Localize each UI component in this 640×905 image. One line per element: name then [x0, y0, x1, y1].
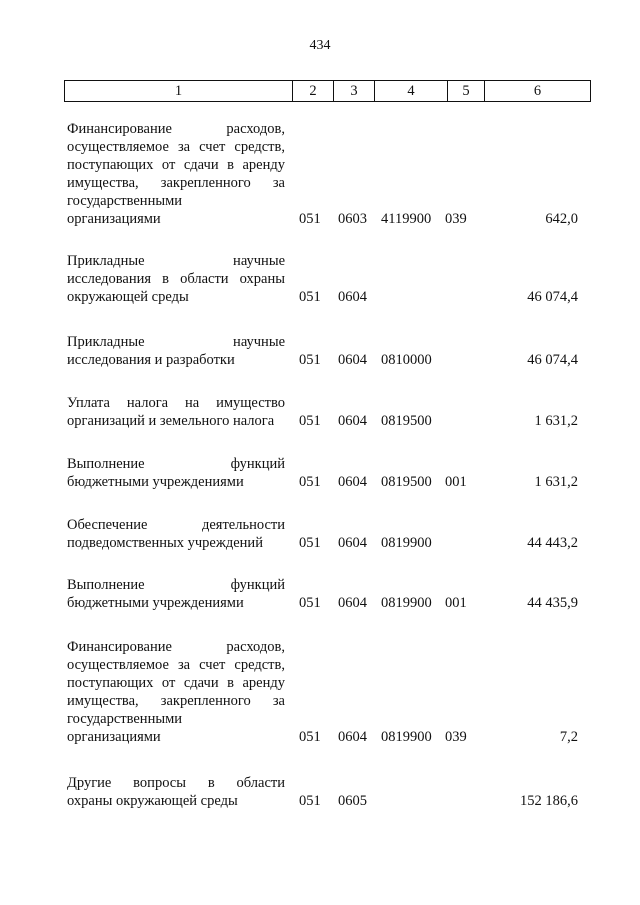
row-description: [67, 333, 285, 369]
cell-c6: 1 631,2: [534, 474, 578, 490]
cell-c6: 46 074,4: [527, 289, 578, 305]
description-line: исследования и разработки: [67, 352, 235, 368]
cell-c5: 001: [445, 595, 467, 611]
cell-c2: 051: [299, 289, 321, 305]
description-line: поступающих от сдачи в аренду: [67, 675, 285, 691]
cell-c6: 44 435,9: [527, 595, 578, 611]
row-description: [67, 638, 285, 746]
cell-c5: 039: [445, 211, 467, 227]
row-description: [67, 576, 285, 612]
cell-c3: 0604: [338, 413, 367, 429]
description-line: государственными: [67, 711, 183, 727]
cell-c4: 4119900: [381, 211, 432, 227]
description-line: имущества, закрепленного за: [67, 175, 285, 191]
cell-c2: 051: [299, 352, 321, 368]
cell-c6: 44 443,2: [527, 535, 578, 551]
cell-c3: 0604: [338, 352, 367, 368]
description-line: организаций и земельного налога: [67, 413, 275, 429]
description-line: бюджетными учреждениями: [67, 595, 244, 611]
page-number: 434: [309, 38, 331, 53]
description-line: подведомственных учреждений: [67, 535, 263, 551]
description-line: организациями: [67, 211, 161, 227]
cell-c3: 0604: [338, 289, 367, 305]
cell-c2: 051: [299, 535, 321, 551]
cell-c5: 001: [445, 474, 467, 490]
cell-c6: 46 074,4: [527, 352, 578, 368]
row-description: [67, 252, 285, 306]
cell-c6: 642,0: [545, 211, 578, 227]
cell-c2: 051: [299, 595, 321, 611]
description-line: Уплата налога на имущество: [67, 395, 285, 411]
row-description: [67, 120, 285, 228]
description-line: Прикладные научные: [67, 334, 285, 350]
cell-c5: 039: [445, 729, 467, 745]
description-line: Выполнение функций: [67, 577, 285, 593]
cell-c2: 051: [299, 413, 321, 429]
description-line: Финансирование расходов,: [67, 121, 285, 137]
cell-c3: 0605: [338, 793, 367, 809]
column-header-2: 2: [293, 81, 334, 102]
cell-c2: 051: [299, 729, 321, 745]
cell-c4: 0819900: [381, 535, 432, 551]
description-line: Финансирование расходов,: [67, 639, 285, 655]
cell-c6: 1 631,2: [534, 413, 578, 429]
cell-c2: 051: [299, 793, 321, 809]
cell-c3: 0604: [338, 535, 367, 551]
cell-c6: 152 186,6: [520, 793, 578, 809]
row-description: [67, 455, 285, 491]
cell-c4: 0819500: [381, 474, 432, 490]
description-line: имущества, закрепленного за: [67, 693, 285, 709]
cell-c3: 0604: [338, 474, 367, 490]
description-line: Прикладные научные: [67, 253, 285, 269]
cell-c2: 051: [299, 474, 321, 490]
row-description: [67, 394, 285, 430]
column-header-5: 5: [448, 81, 485, 102]
column-header-table: [64, 80, 591, 102]
description-line: охраны окружающей среды: [67, 793, 238, 809]
cell-c4: 0819900: [381, 595, 432, 611]
cell-c3: 0604: [338, 595, 367, 611]
column-header-1: 1: [65, 81, 293, 102]
column-header-4: 4: [375, 81, 448, 102]
cell-c3: 0604: [338, 729, 367, 745]
cell-c3: 0603: [338, 211, 367, 227]
description-line: осуществляемое за счет средств,: [67, 139, 285, 155]
description-line: бюджетными учреждениями: [67, 474, 244, 490]
description-line: организациями: [67, 729, 161, 745]
description-line: исследования в области охраны: [67, 271, 285, 287]
row-description: [67, 774, 285, 810]
row-description: [67, 516, 285, 552]
description-line: осуществляемое за счет средств,: [67, 657, 285, 673]
cell-c4: 0819900: [381, 729, 432, 745]
cell-c4: 0819500: [381, 413, 432, 429]
description-line: государственными: [67, 193, 183, 209]
cell-c2: 051: [299, 211, 321, 227]
cell-c6: 7,2: [559, 729, 578, 745]
cell-c4: 0810000: [381, 352, 432, 368]
description-line: поступающих от сдачи в аренду: [67, 157, 285, 173]
description-line: Выполнение функций: [67, 456, 285, 472]
description-line: Обеспечение деятельности: [67, 517, 285, 533]
column-header-3: 3: [334, 81, 375, 102]
column-header-6: 6: [485, 81, 591, 102]
description-line: Другие вопросы в области: [67, 775, 285, 791]
description-line: окружающей среды: [67, 289, 189, 305]
